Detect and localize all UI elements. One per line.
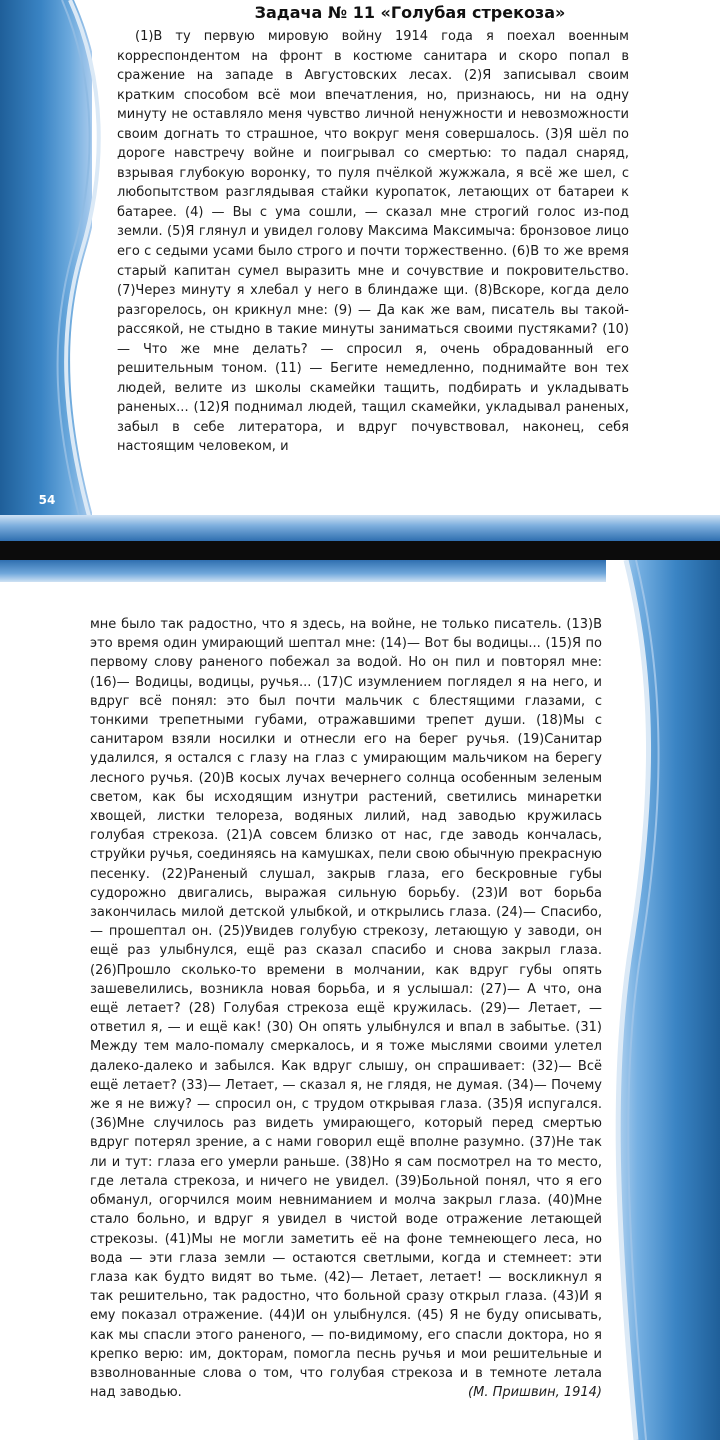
story-text-part-1 <box>117 27 629 457</box>
left-wave-decoration <box>40 0 120 541</box>
author-signature: (М. Пришвин, 1914) <box>468 1385 602 1401</box>
page-number: 54 <box>38 493 56 507</box>
paragraph <box>90 615 602 1402</box>
task-title: Задача № 11 «Голубая стрекоза» <box>254 3 566 22</box>
page-bottom <box>0 560 720 1440</box>
story-text-part-2 <box>90 615 602 1402</box>
page-top <box>0 0 720 541</box>
paragraph: (1)В ту первую мировую войну 1914 года я поехал военным корреспондентом на фронт в костюме санитара и скоро попал в сражение на западе в Августовских лесах. (2)Я записывал своим кратким способом всё мои впечатления, но, признаюсь, ни на одну минуту не оставляло меня чувство личной ненужности и невозможности своим догнать то страшное, что вокруг меня совершалось. (3)Я шёл по дороге навстречу войне и поигрывал со смертью: то падал снаряд, взрывая глубокую воронку, то пуля пчёлкой жужжала, я всё же шел, с любопытством разглядывая стайки куропаток, летающих от батареи к батарее. (4) — Вы с ума сошли, — сказал мне строгий голос из-под земли. (5)Я глянул и увидел голову Максима Максимыча: бронзовое лицо его с седыми усами было строго и почти торжественно. (6)В то же время старый капитан сумел выразить мне и сочувствие и покровительство. (7)Через минуту я хлебал у него в блиндаже щи. (8)Вскоре, когда дело разгорелось, он крикнул мне: (9) — Да как же вам, писатель вы такой-рассякой, не стыдно в такие минуты заниматься своими пустяками? (10) — Что же мне делать? — спросил я, очень обрадованный его решительным тоном. (11) — Бегите немедленно, поднимайте вон тех людей, велите из школы скамейки тащить, подбирать и укладывать раненых... (12)Я поднимал людей, тащил скамейки, укладывал раненых, забыл в себе литератора, и вдруг почувствовал, наконец, себя настоящим человеком, и <box>117 29 629 455</box>
right-wave-decoration <box>606 560 720 1440</box>
bottom-blue-band <box>0 515 720 541</box>
paragraph-text: мне было так радостно, что я здесь, на войне, не только писатель. (13)В это время один умирающий шептал мне: (14)— Вот бы водицы... (15)Я по первому слову раненого побежал за водой. Но он пил и повторял мне: (16)— Водицы, водицы, ручья... (17)С изумлением поглядел я на него, и вдруг всё понял: это был почти мальчик с блестящими глазами, с тонкими трепетными губами, отражавшими трепет души. (18)Мы с санитаром взяли носилки и отнесли его на берег ручья. (19)Санитар удалился, я остался с глазу на глаз с умирающим мальчиком на берегу лесного ручья. (20)В косых лучах вечернего солнца особенным зеленым светом, как бы исходящим изнутри растений, светились минаретки хвощей, листки телореза, водяных лилий, над заводью кружилась голубая стрекоза. (21)А совсем близко от нас, где заводь кончалась, струйки ручья, соединяясь на камушках, пели свою обычную прекрасную песенку. (22)Раненый слушал, закрыв глаза, его бескровные губы судорожно двигались, выражая сильную борьбу. (23)И вот борьба закончилась милой детской улыбкой, и открылись глаза. (24)— Спасибо, — прошептал он. (25)Увидев голубую стрекозу, летающую у заводи, он ещё раз улыбнулся, ещё раз сказал спасибо и снова закрыл глаза. (26)Прошло сколько-то времени в молчании, как вдруг губы опять зашевелились, возникла новая борьба, и я услышал: (27)— А что, она ещё летает? (28) Голубая стрекоза ещё кружилась. (29)— Летает, — ответил я, — и ещё как! (30) Он опять улыбнулся и впал в забытье. (31) Между тем мало-помалу смеркалось, и я тоже мыслями своими улетел далеко-далеко и забылся. Как вдруг слышу, он спрашивает: (32)— Всё ещё летает? (33)— Летает, — сказал я, не глядя, не думая. (34)— Почему же я не вижу? — спросил он, с трудом открывая глаза. (35)Я испугался. (36)Мне случилось раз видеть умирающего, который перед смертью вдруг потерял зрение, а с нами говорил ещё вполне разумно. (37)Не так ли и тут: глаза его умерли раньше. (38)Но я сам посмотрел на то место, где летала стрекоза, и ничего не увидел. (39)Больной понял, что я его обманул, огорчился моим невниманием и молча закрыл глаза. (40)Мне стало больно, и вдруг я увидел в чистой воде отражение летающей стрекозы. (41)Мы не могли заметить её на фоне темнеющего леса, но вода — эти глаза земли — остаются светлыми, когда и стемнеет: эти глаза как будто видят во тьме. (42)— Летает, летает! — воскликнул я так решительно, так радостно, что больной сразу открыл глаза. (43)И я ему показал отражение. (44)И он улыбнулся. (45) Я не буду описывать, как мы спасли этого раненого, — по-видимому, его спасли доктора, но я крепко верю: им, докторам, помогла песнь ручья и мои решительные и взволнованные слова о том, что голубая стрекоза и в темноте летала над заводью. <box>90 617 602 1401</box>
